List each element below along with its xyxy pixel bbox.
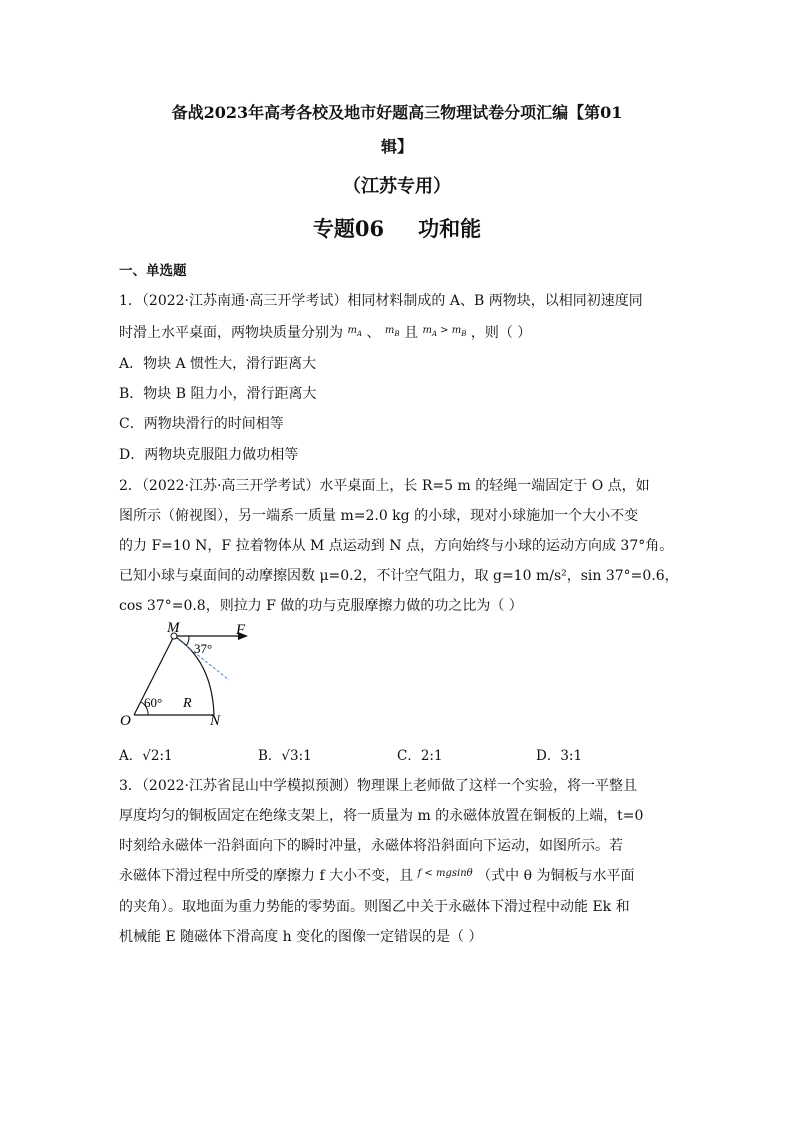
q3-line-1: 3．（2022·江苏省昆山中学模拟预测）物理课上老师做了这样一个实验，将一平整且 <box>119 778 637 794</box>
q2-option-c: C．2:1 <box>397 748 443 764</box>
q3-line-4: 永磁体下滑过程中所受的摩擦力 f 大小不变，且 $^{f < mgsin\theta}$ （式中 θ 为铜板与水平面 <box>119 868 635 884</box>
topic-heading <box>0 213 794 243</box>
q3-friction-formula: f < mgsinθ <box>417 868 473 879</box>
label-37-degree: 37° <box>194 641 213 656</box>
q3-line-3: 时刻给永磁体一沿斜面向下的瞬时冲量，永磁体将沿斜面向下运动，如图所示。若 <box>119 838 623 854</box>
doc-subtitle: （江苏专用） <box>343 176 451 197</box>
q1-and: 且 <box>404 325 418 341</box>
q1-option-c: C．两物块滑行的时间相等 <box>119 416 284 432</box>
q2-option-a: A．√2:1 <box>119 748 173 764</box>
q1-separator: 、 <box>366 325 381 341</box>
q3-line-6: 机械能 E 随磁体下滑高度 h 变化的图像一定错误的是（ ） <box>119 929 483 945</box>
angle-arc-37 <box>186 636 189 646</box>
q1-mass-condition: mA > mB <box>422 325 467 338</box>
q2-line-2: 图所示（俯视图），另一端系一质量 m=2.0 kg 的小球，现对小球施加一个大小不变 <box>119 508 639 524</box>
label-r: R <box>183 696 192 711</box>
q2-option-d: D．3:1 <box>536 748 583 764</box>
label-m: M <box>167 620 180 636</box>
q3-line-2: 厚度均匀的铜板固定在绝缘支架上，将一质量为 m 的永磁体放置在铜板的上端，t=0 <box>119 808 644 824</box>
q2-line-1: 2．（2022·江苏·高三开学考试）水平桌面上，长 R=5 m 的轻绳一端固定于 O 点，如 <box>119 478 650 494</box>
q3-line-5: 的夹角）。取地面为重力势能的零势面。则图乙中关于永磁体下滑过程中动能 Ek 和 <box>119 899 630 915</box>
topic-number: 专题06 <box>312 216 385 241</box>
section-heading: 一、单选题 <box>119 263 187 279</box>
q1-option-a: A．物块 A 惯性大，滑行距离大 <box>119 356 317 372</box>
q1-mass-b: mB <box>384 325 400 338</box>
topic-name: 功和能 <box>418 216 482 241</box>
q1-line-2-text: 时滑上水平桌面，两物块质量分别为 <box>119 325 343 341</box>
label-o: O <box>120 713 131 729</box>
q1-option-d: D．两物块克服阻力做功相等 <box>119 447 299 463</box>
q2-option-b: B．√3:1 <box>258 748 312 764</box>
q2-diagram <box>117 620 267 730</box>
q1-mass-a: mA <box>347 325 362 338</box>
q2-line-5: cos 37°=0.8，则拉力 F 做的功与克服摩擦力做的功之比为（ ） <box>119 598 523 614</box>
q1-line-1: 1．（2022·江苏南通·高三开学考试）相同材料制成的 A、B 两物块，以相同初速度同 <box>119 293 643 309</box>
label-f: F <box>236 622 246 638</box>
q1-line-2-end: ，则（ ） <box>470 325 532 341</box>
q2-line-3: 的力 F=10 N，F 拉着物体从 M 点运动到 N 点，方向始终与小球的运动方向成 37°角。 <box>119 538 674 554</box>
label-n: N <box>210 713 221 729</box>
q1-line-2 <box>119 322 531 342</box>
label-60-degree: 60° <box>144 695 163 710</box>
doc-title-line1: 备战2023年高考各校及地市好题高三物理试卷分项汇编【第01 <box>171 103 623 122</box>
q2-line-4: 已知小球与桌面间的动摩擦因数 μ=0.2，不计空气阻力，取 g=10 m/s²，sin 37°=0.6， <box>119 568 679 584</box>
q1-option-b: B．物块 B 阻力小，滑行距离大 <box>119 386 317 402</box>
doc-title-line2: 辑】 <box>380 137 413 156</box>
